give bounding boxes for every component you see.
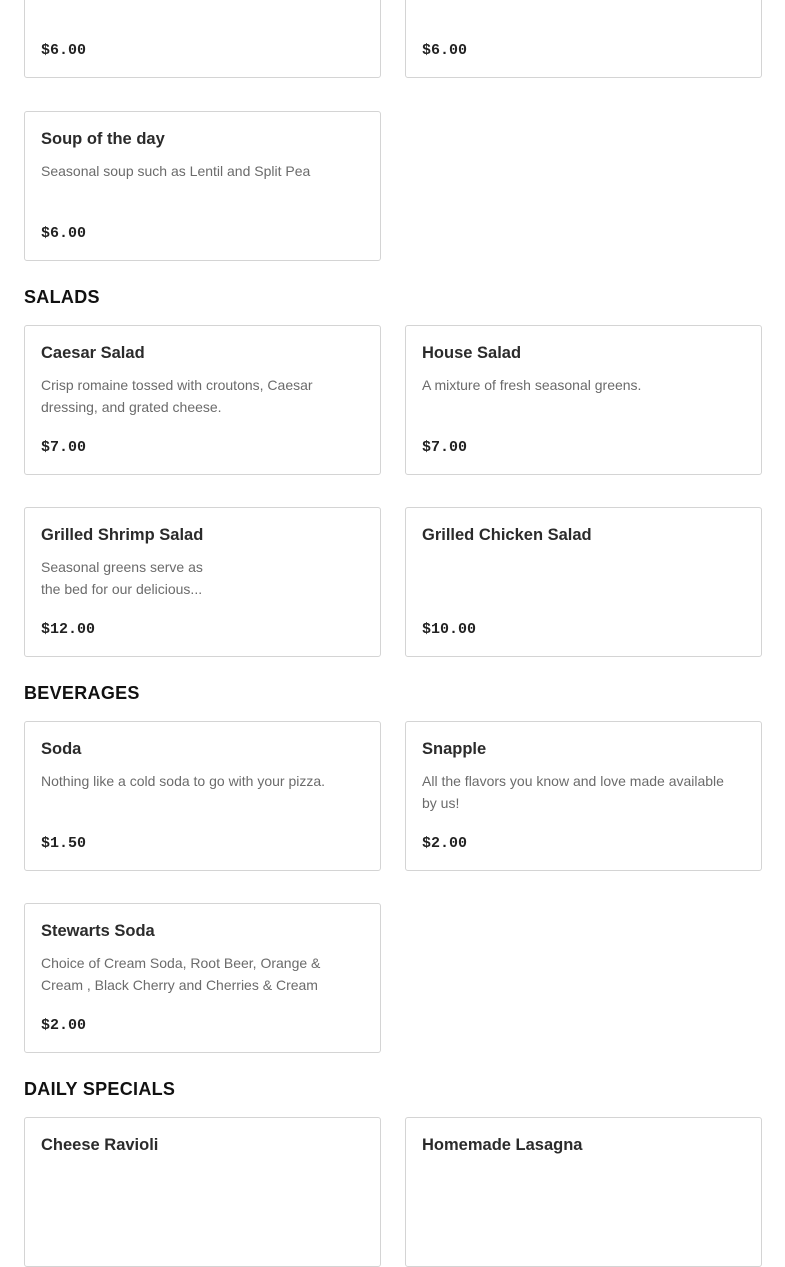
menu-item-card[interactable] <box>24 0 381 78</box>
item-description: All the flavors you know and love made available by us! <box>422 773 724 811</box>
item-price: $1.50 <box>41 835 87 852</box>
item-name: Homemade Lasagna <box>422 1136 583 1154</box>
section-heading-beverages: BEVERAGES <box>24 683 140 703</box>
item-price: $7.00 <box>422 439 468 456</box>
menu-item-card-daily-special[interactable] <box>405 1117 762 1267</box>
item-name: Grilled Chicken Salad <box>422 526 592 544</box>
menu-item-card-house-salad[interactable] <box>405 325 762 475</box>
item-name: Snapple <box>422 740 487 758</box>
item-description: Seasonal greens serve as the bed for our delicious... <box>41 559 203 597</box>
item-description: Nothing like a cold soda to go with your pizza. <box>41 773 326 789</box>
menu-item-card-grilled-shrimp-salad[interactable] <box>24 507 381 657</box>
item-name: Soup of the day <box>41 130 165 148</box>
item-price: $6.00 <box>422 42 468 59</box>
item-name: House Salad <box>422 344 522 362</box>
item-name: Stewarts Soda <box>41 922 155 940</box>
menu-item-card-daily-special[interactable] <box>24 1117 381 1267</box>
item-description: Crisp romaine tossed with croutons, Caesar dressing, and grated cheese. <box>41 377 313 415</box>
item-price: $6.00 <box>41 42 87 59</box>
item-price: $6.00 <box>41 225 87 242</box>
menu-item-card-soup-of-the-day[interactable] <box>24 111 381 261</box>
item-description: A mixture of fresh seasonal greens. <box>422 377 642 393</box>
menu-item-card-snapple[interactable] <box>405 721 762 871</box>
item-name: Caesar Salad <box>41 344 145 362</box>
item-price: $12.00 <box>41 621 96 638</box>
item-description: Seasonal soup such as Lentil and Split Pea <box>41 163 311 179</box>
item-price: $10.00 <box>422 621 477 638</box>
item-price: $2.00 <box>422 835 468 852</box>
item-name: Soda <box>41 740 82 758</box>
menu-item-card-grilled-chicken-salad[interactable] <box>405 507 762 657</box>
section-heading-daily-specials: DAILY SPECIALS <box>24 1079 176 1099</box>
item-description: Choice of Cream Soda, Root Beer, Orange & Cream , Black Cherry and Cherries & Cream <box>41 955 321 993</box>
item-name: Cheese Ravioli <box>41 1136 159 1154</box>
item-price: $7.00 <box>41 439 87 456</box>
menu-item-card-caesar-salad[interactable] <box>24 325 381 475</box>
section-heading-salads: SALADS <box>24 287 100 307</box>
item-price: $2.00 <box>41 1017 87 1034</box>
item-name: Grilled Shrimp Salad <box>41 526 204 544</box>
menu-item-card[interactable] <box>405 0 762 78</box>
menu-item-card-soda[interactable] <box>24 721 381 871</box>
menu-item-card-stewarts-soda[interactable] <box>24 903 381 1053</box>
